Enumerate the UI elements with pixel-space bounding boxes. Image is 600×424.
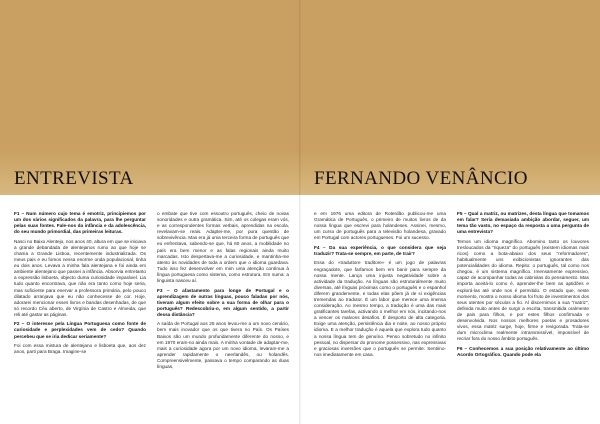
interview-answer: e em 1976 uma editora de Roterdão publicou-me uma Gramática de Português, o primeiro de muitos livros de da nossa língua que escrevi para holandeses. Assinei, mesmo, um curso de português para a televisão holandesa, gravado em Portugal com actores portugueses. Foi um sucesso. [314, 211, 446, 241]
text-column-2 [157, 211, 289, 424]
interview-answer: Essa do «traduttore traditore» é um jogo de palavras engraçadote, que farfamos bem em banir para sempre da nossa mente. Lança uma injusta negatividade sobre a actividade da tradução. As línguas são estruturalmente muito diversas, até línguas próximas como o português e o espanhol diferem grandemente, e todas elas põem já de si exigências tremendas ao tradutor. É um labor que merece uma imensa consideração. Ao mesmo tempo, a tradução é uma das mais gratificantes tarefas, activando o melhor em nós, incitando-nos a vencer os malvons desafios. É desporto de alta categoria. Exige uma atenção, persistência dia e noite, ao nosso próprio idioma. E a melhor tradução é aquela que explora tudo quanto a nossa língua tem de genuíno. Penso sobretudo no infinito pessoal, no dispersar do pronome possessivo, nas expressivas e graciosas inversões que o português se permite. Sentimo-nos imediatamente em casa. [314, 260, 446, 357]
interview-question: F1 – Num número cujo tema é emotriz, principiemos por um dos vários significados da palavra, para lhe perguntar pelas suas fontes. Fale-nos da infância e da adolescência, do seu mundo primordial, das primeiras leituras. [14, 211, 146, 235]
interview-question: F4 – Da sua experiência, o que considera que seja traduzir? Trata-se sempre, em parte, de trair? [314, 244, 446, 256]
interview-answer: Temos um idioma magnífico. Abomino tanto os louvores tresloucados da "riqueza" do português (existem idiomas mais ricos) como a bota-abaixo dos seus "reformadores", habitualmente uns exibicionistas ignorantes das potencialidades do idioma. Repito: o português, tal como nos chegou, é um sistema magnífico. Imensamente expressivo, capaz de acompanhar todas as cabriolas do pensamento. Mas importa aceitá-lo como é, aprender-lhe bem as aptidões e explorá-las até onde nos é permitido. O estado que, neste momento, mostra o nosso idioma foi fruto de investimentos dos seus utentes por séculos a fio. Al discernimos a sua "matriz", definida muito antes de surgir a escrita, transmitida oralmente de pais para filhos, e por estes filhos confirmada e desenvolvida. Nos nossos melhores poetas e prosadores vivos, essa matriz surge, hoje, firme e revigorada. Trata-se dum microclima realmente intransmissível, impossível de recriar fora do nosso âmbito português. [457, 238, 589, 342]
interview-question: F5 – Qual a matriz, ou matrizes, desta língua que tomamos em falar? Seria demasiada ambição abordar, seguer, um tema tão vasto, no espaço da resposta a uma pergunta de uma entrevista? [457, 211, 589, 235]
interview-answer: A saída de Portugal aos 25 anos levou-me a um novo cenário, bem mais inovador que os que tivera no País. Os Países Baixos são um mundo profundamente diferente do nosso, e em 1970 eram-no ainda mais. A minha vontade de adaptar-me, mais a curiosidade agora por um novo idioma, levaram-me a aprender rapidamente o neerlandês, ou holandês. Compreensivelmente, passava o tempo comparando as duas línguas, [157, 321, 289, 370]
interviewee-name-heading: FERNANDO VENÂNCIO [314, 168, 528, 189]
page-gutter [299, 0, 301, 424]
interview-answer: Foi com essa mistura de alentejano e lisboeta que, aos dez anos, parti para Braga. Imagine-se [14, 343, 146, 355]
interview-question: F2 – O interesse pela Língua Portuguesa como fonte de curiosidade e perplexidades vem de cedo? Quando percebeu que se iria dedicar seriamente? [14, 321, 146, 339]
section-heading: ENTREVISTA [14, 168, 134, 189]
interview-answer: o embate que tive com essoutro português, cheio de novas sonoridades e outra gramática. Sim, até os colegas eram vós, e as correspondentes formas verbais, aprendidas na escola, revelavam-se reais. Adaptei-me, por pura questão de sobrevivência. Mas era já uma terceira forma de português que eu enfrentava, sabendo-se que, há 60 anos, a mobilidade no país era bem menor e as falas regionais ainda muito marcadas. Isto despertava-me a curiosidade, e mantinha-me atento às novidades de toda a ordem que o idioma guardava. Tudo isso fez desenvolver em mim uma atenção contínua à língua portuguesa como sistema, como estrutura. Em suma: a linguista nasceu aí. [157, 211, 289, 284]
interview-question: F3 – O afastamento para longe de Portugal e o aprendizagem de outras línguas, pouco faladas por nós, tiveram algum efeito sobre a sua forma de olhar para o português? Redescobriu-o, em algum sentido, a partir dessa distância? [157, 287, 289, 317]
text-column-4 [457, 211, 589, 424]
text-column-3 [314, 211, 446, 424]
interview-question: F6 – Conhecemos a sua posição relativamente ao último Acordo Ortográfico. Quando pode ela [457, 345, 589, 357]
text-column-1 [14, 211, 146, 424]
interview-answer: Nasci no Baixo Alentejo, nos anos 40, altura em que se iniciava a grande debandada de alentejanos rumo ao que hoje se chama a Grande Lisboa, recentemente industrializada. Os meus pais e eu fomos nessa enorme onda populacional, tinha eu dois anos. Levava a minha fala alentejana e foi ainda em ambiente alentejano que passei a infância. Absorvia entretanto a expressão lisboeta, objecto duma curiosidade imparável. Lia tudo quanto encontrava, que não era tanto como hoje seria, mas suficiente para enervar a professora primária, pelo pouco dilatado arranjava que eu não conhecesse de cor. Hoje, adorarei mencionar esses livros e bandas desenhadas, de que só recordo Céu aberto, de Virgínia de Castro e Almeida, que reli até gastar as páginas. [14, 238, 146, 317]
